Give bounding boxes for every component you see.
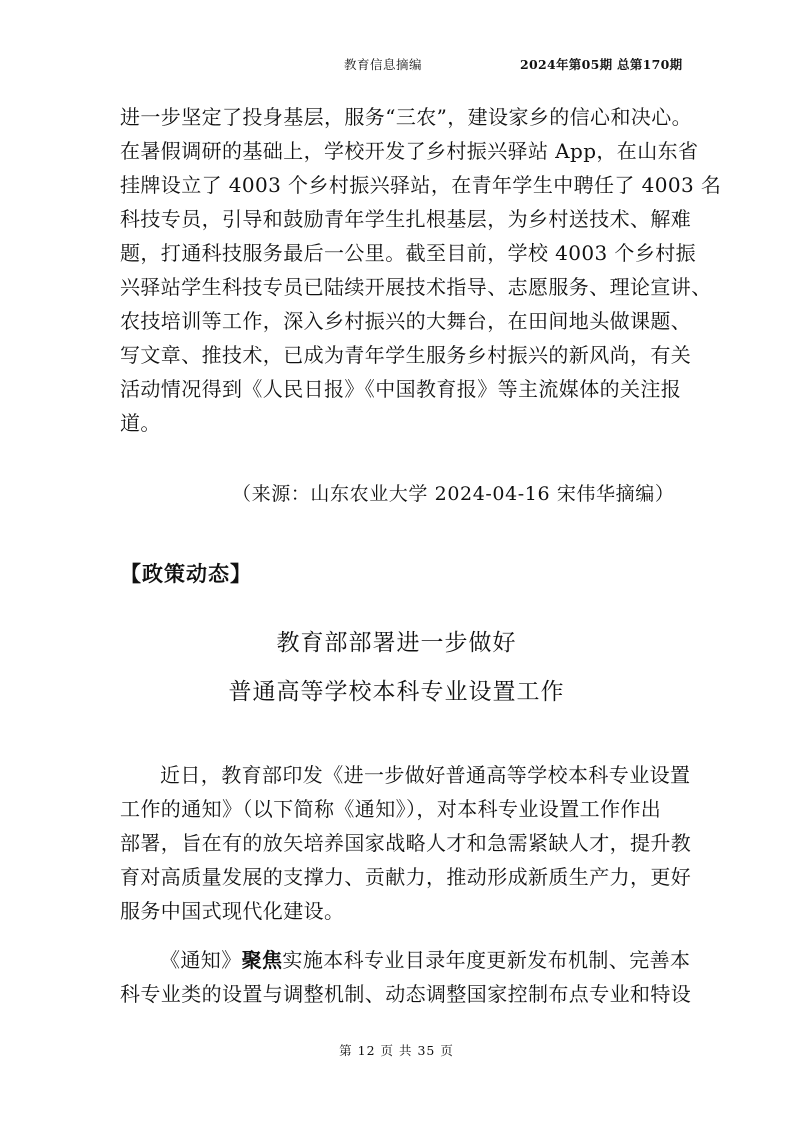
- article2-line: 部署，旨在有的放矢培养国家战略人才和急需紧缺人才，提升教: [120, 831, 692, 855]
- article1-source: （来源：山东农业大学 2024-04-16 宋伟华摘编）: [232, 483, 675, 505]
- article2-paragraph1: [120, 758, 692, 928]
- article1-line: 在暑假调研的基础上，学校开发了乡村振兴驿站 App，在山东省: [120, 139, 699, 163]
- article1-line: 写文章、推技术，已成为青年学生服务乡村振兴的新风尚，有关: [120, 343, 692, 367]
- article2-line: 科专业类的设置与调整机制、动态调整国家控制布点专业和特设: [120, 982, 692, 1006]
- publication-name: 教育信息摘编: [344, 57, 423, 72]
- article1-line: 挂牌设立了 4003 个乡村振兴驿站，在青年学生中聘任了 4003 名: [120, 173, 722, 197]
- page-number: 第 12 页 共 35 页: [339, 1043, 454, 1058]
- article2-line: 服务中国式现代化建设。: [120, 899, 345, 923]
- article1-line: 农技培训等工作，深入乡村振兴的大舞台，在田间地头做课题、: [120, 309, 692, 333]
- article1-line: 活动情况得到《人民日报》《中国教育报》等主流媒体的关注报: [120, 377, 682, 401]
- article1-line: 科技专员，引导和鼓励青年学生扎根基层，为乡村送技术、解难: [120, 207, 692, 231]
- notice-ref: 《通知》: [160, 948, 242, 972]
- article2-line: 工作的通知》（以下简称《通知》），对本科专业设置工作作出: [120, 797, 662, 821]
- article2-line: [120, 943, 691, 977]
- article2-title-line1: 教育部部署进一步做好: [276, 630, 517, 656]
- article2-line: 育对高质量发展的支撑力、贡献力，推动形成新质生产力，更好: [120, 865, 692, 889]
- article1-line: 道。: [120, 411, 161, 435]
- article1-line: 兴驿站学生科技专员已陆续开展技术指导、志愿服务、理论宣讲、: [120, 275, 712, 299]
- emphasis-word: 聚焦: [241, 948, 283, 972]
- header-divider: [118, 84, 676, 85]
- issue-number: 2024年第05期 总第170期: [520, 57, 683, 72]
- article1-body: [120, 100, 722, 440]
- article2-line: 近日，教育部印发《进一步做好普通高等学校本科专业设置: [160, 763, 691, 787]
- article1-line: 题，打通科技服务最后一公里。截至目前，学校 4003 个乡村振: [120, 241, 697, 265]
- line-rest: 实施本科专业目录年度更新发布机制、完善本: [282, 948, 691, 972]
- article1-line: 进一步坚定了投身基层，服务“三农”，建设家乡的信心和决心。: [120, 105, 693, 129]
- page-header: [0, 55, 793, 77]
- article2-paragraph2: [120, 943, 692, 1011]
- article2-title-line2: 普通高等学校本科专业设置工作: [228, 679, 565, 705]
- section-heading: 【政策动态】: [120, 562, 252, 586]
